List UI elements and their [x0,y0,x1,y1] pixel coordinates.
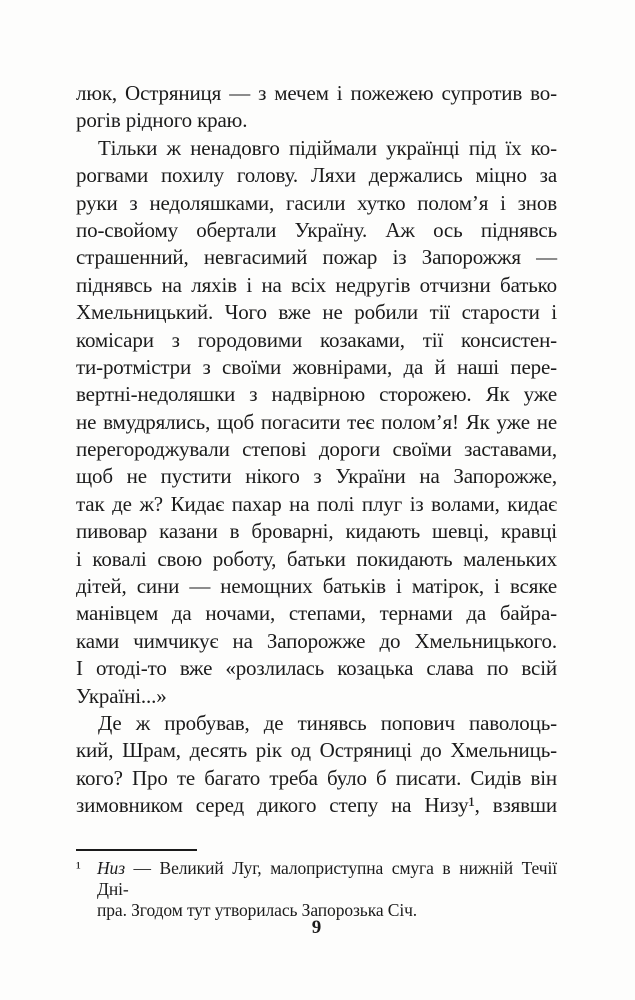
text-line: зимовником серед дикого степу на Низу¹, взявши [76,793,557,818]
footnote-separator-rule [76,849,197,851]
text-line: і ковалі свою роботу, батьки покидають маленьких [76,546,557,571]
text-line: перегороджували степові дороги своїми заставами, [76,437,557,462]
text-line: не вмудрялись, щоб погасити теє полом’я! Як уже не [76,409,557,434]
text-line: руки з недоляшками, гасили хутко полом’я і знов [76,190,557,215]
text-line: Хмельницький. Чого вже не робили тії старости і [76,300,557,325]
page-number: 9 [311,917,322,938]
text-line: рогвами похилу голову. Ляхи держались міцно за [76,163,557,188]
text-line: Україні...» [76,683,167,708]
text-line: ками чимчикує на Запорожже до Хмельницького. [76,628,557,653]
text-line: рогів рідного краю. [76,108,248,133]
footnote-marker: ¹ [76,860,81,877]
footnote-term: Низ [97,858,125,878]
footnote-line-rest: — Великий Луг, малоприступна смуга в нижній Течії Дні- [97,858,557,899]
text-line: Де ж пробував, де тинявсь попович паволоць- [98,710,557,735]
footnote [76,849,557,921]
text-line: вертні-недоляшки з надвірною сторожею. Як уже [76,382,557,407]
footnote-line [97,858,557,900]
text-line: так де ж? Кидає пахар на полі плуг із волами, кидає [76,491,557,516]
text-line: щоб не пустити нікого з України на Запорожже, [76,464,557,489]
text-line: кого? Про те багато треба було б писати. Сидів він [76,765,557,790]
text-line: І отоді-то вже «розлилась козацька слава по всій [76,656,557,681]
text-line: дітей, сини — немощних батьків і матірок, і всяке [76,574,557,599]
footnote-line: пра. Згодом тут утворилась Запорозька Січ. [97,900,418,920]
text-line: ти-ротмістри з своїми жовнірами, да й наші пере- [76,354,557,379]
text-line: піднявсь на ляхів і на всіх недругів отчизни батько [76,272,557,297]
text-line: комісари з городовими козаками, тії консистен- [76,327,557,352]
footnote-row [76,858,557,921]
text-line: страшенний, невгасимий пожар із Запорожжя — [76,245,557,270]
text-line: Тільки ж ненадовго підіймали українці під їх ко- [98,135,557,160]
text-line: кий, Шрам, десять рік од Остряниці до Хмельниць- [76,738,557,763]
text-block [76,80,557,820]
footnote-text [97,858,557,921]
text-line: пивовар казани в броварні, кидають шевці, кравці [76,519,557,544]
text-line: манівцем да ночами, степами, тернами да байра- [76,601,557,626]
text-line: люк, Остряниця — з мечем і пожежею супротив во- [76,81,557,105]
text-line: по-свойому обертали Україну. Аж ось піднявсь [76,217,557,242]
